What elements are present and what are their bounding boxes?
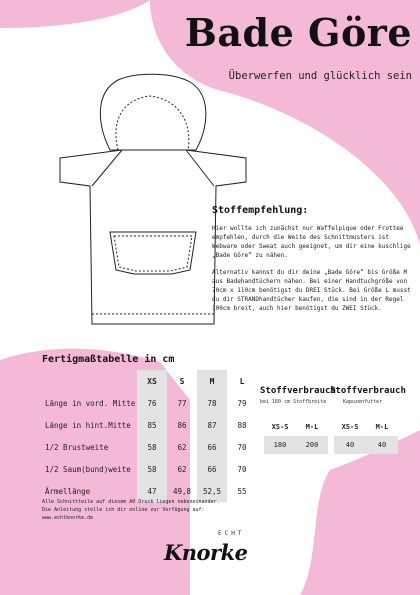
fabric-main-subtitle: bei 160 cm Stoffbreite xyxy=(260,399,327,405)
footer-note xyxy=(42,498,220,522)
table-cell: 85 xyxy=(137,414,167,436)
fabric-hood-subtitle: Kapuzenfutter xyxy=(343,399,383,405)
size-table-header-row xyxy=(42,370,257,392)
recommendation-paragraph: Alternativ kannst du dir deine „Bade Göre“ bis Größe M aus Badehandtüchern nähen. Bei einer Handtuchgröße von 70cm x 110cm benötigst du DREI Stück. Bei Größe L musst du dir STRANDhandtücher kaufen, die sind in der Regel 100cm breit, auch hier benötigst du ZWEI Stück. xyxy=(212,269,411,312)
fabric-hood-table xyxy=(334,418,398,454)
table-cell: 76 xyxy=(137,392,167,414)
table-cell: 78 xyxy=(197,392,227,414)
table-cell: 58 xyxy=(137,458,167,480)
table-cell: 47 xyxy=(137,480,167,502)
table-cell: XS-S xyxy=(271,423,289,431)
table-cell: 66 xyxy=(197,436,227,458)
table-row xyxy=(264,418,328,436)
table-cell: 77 xyxy=(177,398,187,408)
table-cell: M-L xyxy=(375,423,389,431)
hoodie-hood xyxy=(100,74,206,150)
row-label: Länge in hint.Mitte xyxy=(45,420,131,430)
recommendation-heading: Stoffempfehlung: xyxy=(212,205,309,216)
table-cell: 40 xyxy=(366,436,398,454)
row-label: Ärmellänge xyxy=(45,486,91,496)
size-column-header: L xyxy=(239,376,245,386)
footer-line: Alle Schnittteile auf diesem A0 Druck liegen nebeneinander. xyxy=(42,499,220,505)
table-row xyxy=(42,458,257,480)
fabric-main-table xyxy=(264,418,328,454)
table-cell: 70 xyxy=(237,464,247,474)
row-label: Länge in vord. Mitte xyxy=(45,398,136,408)
page-title: Bade Göre xyxy=(184,10,412,55)
page-subtitle: Überwerfen und glücklich sein xyxy=(228,70,412,82)
table-row xyxy=(42,414,257,436)
table-cell: 40 xyxy=(334,436,366,454)
table-cell: M-L xyxy=(305,423,319,431)
size-column-header: S xyxy=(179,376,185,386)
table-cell: 66 xyxy=(197,458,227,480)
size-column-header: XS xyxy=(137,370,167,392)
brand-logo: Knorke xyxy=(164,540,248,565)
table-cell: 62 xyxy=(177,464,187,474)
recommendation-text xyxy=(212,224,412,321)
table-cell: 52,5 xyxy=(197,480,227,502)
table-cell: XS-S xyxy=(341,423,359,431)
table-cell: 79 xyxy=(237,398,247,408)
size-column-header: M xyxy=(197,370,227,392)
table-cell: 70 xyxy=(237,442,247,452)
table-cell: 49,8 xyxy=(172,486,192,496)
table-row xyxy=(334,418,398,436)
table-cell: 88 xyxy=(237,420,247,430)
footer-line: Die Anleitung stelle ich dir online zur Verfügung auf: xyxy=(42,507,205,513)
brand-tagline: ECHT xyxy=(218,530,245,537)
recommendation-paragraph: Hier wollte ich zunächst nur Waffelpique oder Frottee empfehlen, durch die Weite des Schnittmusters ist Webware oder Sweat auch geeignet, um dir eine kuschlige „Bade Göre“ zu nähen. xyxy=(212,225,411,259)
table-row xyxy=(334,436,398,454)
row-label: 1/2 Saum(bund)weite xyxy=(45,464,131,474)
row-label: 1/2 Brustweite xyxy=(45,442,109,452)
footer-link[interactable]: www.echtknorke.de xyxy=(42,515,94,521)
table-cell: 200 xyxy=(296,436,328,454)
table-cell: 55 xyxy=(237,486,247,496)
table-cell: 180 xyxy=(264,436,296,454)
table-cell: 87 xyxy=(197,414,227,436)
table-row xyxy=(42,436,257,458)
table-cell: 62 xyxy=(177,442,187,452)
table-cell: 58 xyxy=(137,436,167,458)
table-row xyxy=(264,436,328,454)
table-row xyxy=(42,392,257,414)
fabric-hood-title: Stoffverbrauch xyxy=(330,386,406,396)
fabric-main-title: Stoffverbrauch xyxy=(260,386,336,396)
table-cell: 86 xyxy=(177,420,187,430)
size-table xyxy=(42,370,257,502)
size-table-heading: Fertigmaßtabelle in cm xyxy=(42,354,175,365)
